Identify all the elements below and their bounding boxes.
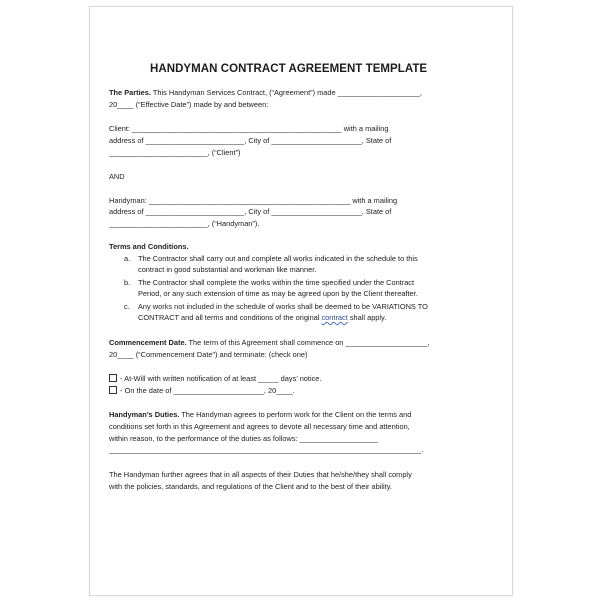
contract-link[interactable]: contract <box>321 313 348 322</box>
terms-item-b-letter: b. <box>124 278 131 287</box>
terms-item-a-letter: a. <box>124 254 131 263</box>
terms-item-a-line-1: The Contractor shall carry out and complete all works indicated in the schedule to this <box>138 254 418 263</box>
parties-line-1 <box>109 88 422 97</box>
duties-heading: Handyman’s Duties. <box>109 410 180 419</box>
client-line-2: address of ________________________, City of ______________________, State of <box>109 136 392 145</box>
terms-item-c-line-2 <box>138 313 386 322</box>
option-on-date-text: - On the date of ______________________, 20____. <box>118 386 295 395</box>
terms-item-c-text-end: shall apply. <box>347 313 387 322</box>
terms-item-c-text: CONTRACT and all terms and conditions of the original <box>138 313 322 322</box>
at-will-checkbox[interactable] <box>109 374 117 382</box>
commencement-heading: Commencement Date. <box>109 338 187 347</box>
commencement-line-1 <box>109 338 430 347</box>
handyman-line-3: ________________________, (“Handyman”). <box>109 219 260 228</box>
commencement-line-2: 20____ (“Commencement Date”) and terminate: (check one) <box>109 350 308 359</box>
duties-line-3: within reason, to the performance of the duties as follows: ___________________ <box>109 434 378 443</box>
terms-item-c-letter: c. <box>124 302 130 311</box>
client-name-blank: ___________________________________________________ <box>132 124 342 133</box>
on-date-checkbox[interactable] <box>109 386 117 394</box>
handyman-label: Handyman: <box>109 196 149 205</box>
terms-item-b-line-2: Period, or any such extension of time as may be agreed upon by the Client thereafter. <box>138 289 418 298</box>
handyman-mailing-text: with a mailing <box>350 196 398 205</box>
option-at-will <box>109 374 321 383</box>
terms-item-c-line-1: Any works not included in the schedule of works shall be deemed to be VARIATIONS TO <box>138 302 428 311</box>
duties-text-1: The Handyman agrees to perform work for the Client on the terms and <box>179 410 412 419</box>
option-on-date <box>109 386 295 395</box>
terms-item-b-line-1: The Contractor shall complete the works within the time specified under the Contract <box>138 278 415 287</box>
option-at-will-text: - At-Will with written notification of at least _____ days’ notice. <box>118 374 322 383</box>
duties-line-1 <box>109 410 411 419</box>
parties-text-1: This Handyman Services Contract, (“Agreement”) made ____________________, <box>150 88 422 97</box>
parties-line-2: 20____ (“Effective Date”) made by and between: <box>109 100 269 109</box>
client-mailing-text: with a mailing <box>341 124 389 133</box>
document-page <box>89 6 513 596</box>
client-line-1 <box>109 124 388 133</box>
handyman-name-blank: _________________________________________________ <box>148 196 351 205</box>
commencement-text-1: The term of this Agreement shall commence on ____________________, <box>186 338 430 347</box>
handyman-line-1 <box>109 196 397 205</box>
document-title: HANDYMAN CONTRACT AGREEMENT TEMPLATE <box>150 63 428 75</box>
and-text: AND <box>109 172 125 181</box>
further-line-1: The Handyman further agrees that in all aspects of their Duties that he/she/they shall comply <box>109 470 412 479</box>
client-label: Client: <box>109 124 133 133</box>
terms-item-a-line-2: contract in good substantial and workman like manner. <box>138 265 317 274</box>
further-line-2: with the policies, standards, and regulations of the Client and to the best of their ability. <box>109 482 392 491</box>
handyman-line-2: address of ________________________, City of ______________________, State of <box>109 207 392 216</box>
duties-line-2: conditions set forth in this Agreement and agrees to devote all necessary time and attention, <box>109 422 410 431</box>
duties-line-4: ____________________________________________________________________________. <box>109 445 424 454</box>
terms-heading: Terms and Conditions. <box>109 242 189 251</box>
client-line-3: ________________________, (“Client”) <box>109 148 241 157</box>
parties-heading: The Parties. <box>109 88 151 97</box>
